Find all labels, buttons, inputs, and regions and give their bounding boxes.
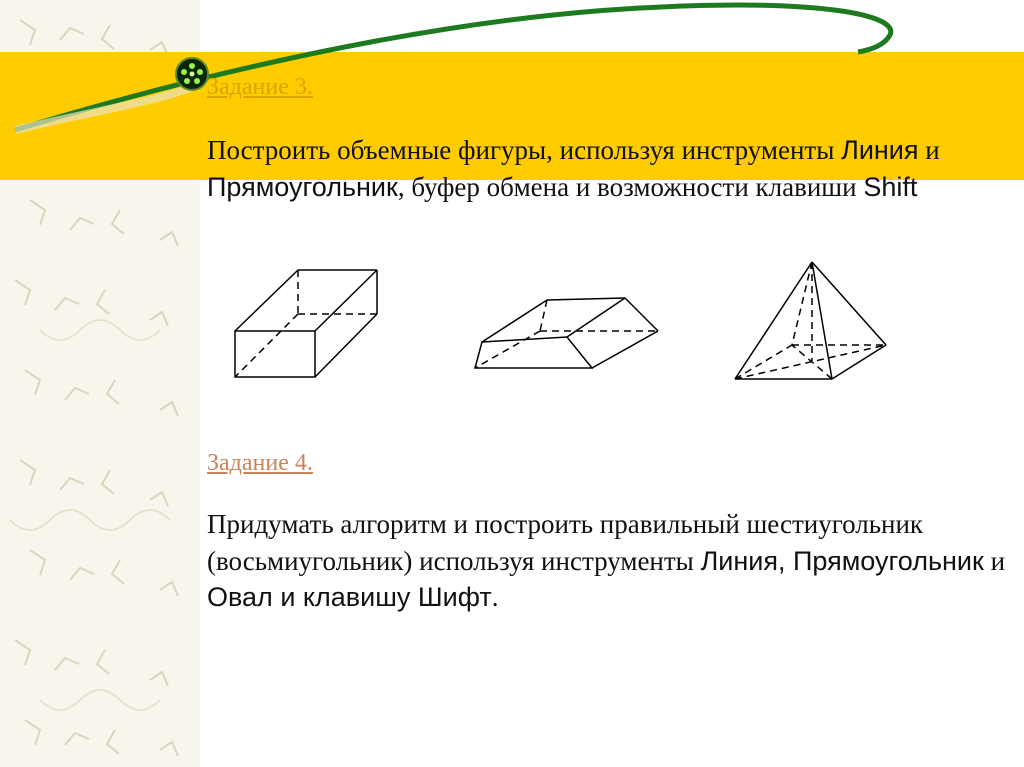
tool-oval-label: Овал и клавишу Шифт (207, 582, 492, 613)
pyramid-figure (735, 262, 886, 379)
task4-title: Задание 4. (207, 450, 313, 476)
figures-illustration (220, 255, 910, 395)
task3-text (207, 132, 1017, 205)
task3-text-part-2: , буфер обмена и возможности клавиши (397, 171, 864, 202)
task3-conj: и (918, 135, 940, 165)
task4-end: . (491, 582, 499, 613)
tool-rect-label: Прямоугольник (207, 171, 398, 202)
task3-title: Задание 3. (207, 74, 313, 100)
truncated-prism-figure (475, 298, 658, 368)
tool-line-label: Линия (841, 135, 919, 165)
task4-text-part: Придумать алгоритм и построить правильный шестиугольник (восьмиугольник) используя инструменты (207, 509, 924, 576)
shift-key-label: Shift (863, 171, 918, 202)
bullet-icon (172, 56, 212, 92)
task3-text-part: Построить объемные фигуры, используя инструменты (207, 135, 842, 165)
task4-text (207, 506, 1017, 616)
cuboid-figure (235, 270, 377, 377)
tools-label: Линия, Прямоугольник (700, 545, 984, 576)
task4-conj: и (983, 545, 1006, 576)
